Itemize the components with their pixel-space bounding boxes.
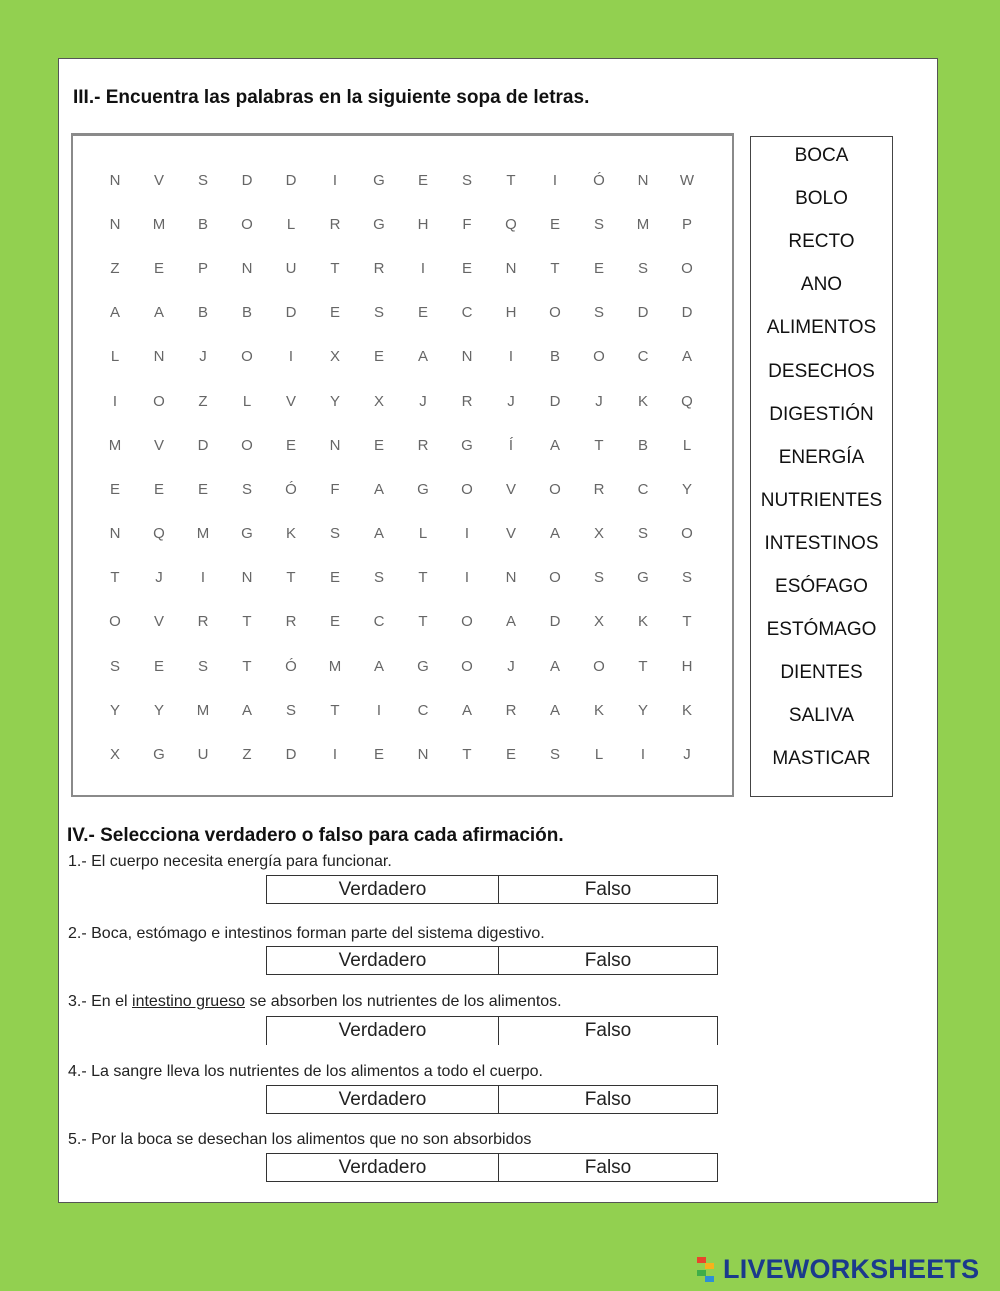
letter-cell[interactable]: G — [153, 746, 165, 764]
letter-cell[interactable]: Ó — [593, 171, 605, 189]
letter-cell[interactable]: N — [505, 259, 517, 277]
letter-cell[interactable]: E — [373, 436, 384, 454]
letter-cell[interactable]: A — [505, 613, 516, 631]
letter-cell[interactable]: C — [637, 348, 649, 366]
letter-cell[interactable]: S — [593, 569, 604, 587]
letter-cell[interactable]: F — [330, 480, 340, 498]
letter-cell[interactable]: O — [461, 480, 473, 498]
letter-cell[interactable]: N — [417, 746, 429, 764]
word-list-item: BOLO — [795, 188, 848, 210]
letter-cell[interactable]: U — [197, 746, 209, 764]
letter-cell[interactable]: I — [552, 171, 558, 189]
letter-cell[interactable]: U — [285, 259, 297, 277]
letter-cell[interactable]: L — [242, 392, 252, 410]
letter-cell[interactable]: B — [197, 304, 208, 322]
question-3-options — [266, 1016, 718, 1045]
letter-cell[interactable]: Z — [242, 746, 252, 764]
letter-cell[interactable]: L — [418, 525, 428, 543]
letter-cell[interactable]: K — [681, 701, 692, 719]
letter-cell[interactable]: G — [417, 480, 429, 498]
letter-cell[interactable]: L — [682, 436, 692, 454]
letter-cell[interactable]: E — [153, 259, 164, 277]
letter-cell[interactable]: J — [419, 392, 427, 410]
letter-cell[interactable]: M — [152, 215, 166, 233]
letter-cell[interactable]: D — [241, 171, 253, 189]
letter-cell[interactable]: D — [549, 613, 561, 631]
letter-cell[interactable]: W — [679, 171, 695, 189]
word-list-item: RECTO — [788, 231, 855, 253]
letter-cell[interactable]: Ó — [285, 480, 297, 498]
letter-cell[interactable]: V — [153, 613, 164, 631]
letter-cell[interactable]: E — [505, 746, 516, 764]
question-1: 1.- El cuerpo necesita energía para funcionar. — [68, 853, 392, 870]
letter-cell[interactable]: I — [332, 746, 338, 764]
question-3-prefix: 3.- En el — [68, 993, 133, 1010]
false-option[interactable]: Falso — [584, 1020, 632, 1041]
word-list-item: SALIVA — [788, 705, 855, 727]
letter-cell[interactable]: A — [373, 480, 384, 498]
letter-cell[interactable]: A — [549, 657, 560, 675]
word-list-item: ENERGÍA — [778, 446, 865, 468]
letter-cell[interactable]: E — [109, 480, 120, 498]
letter-cell[interactable]: E — [285, 436, 296, 454]
letter-cell[interactable]: V — [505, 525, 516, 543]
letter-cell[interactable]: T — [330, 701, 340, 719]
question-3 — [68, 993, 562, 1011]
letter-cell[interactable]: S — [549, 746, 560, 764]
letter-cell[interactable]: J — [507, 392, 515, 410]
letter-cell[interactable]: N — [505, 569, 517, 587]
letter-cell[interactable]: D — [549, 392, 561, 410]
letter-cell[interactable]: T — [242, 613, 252, 631]
section-4-title: IV.- Selecciona verdadero o falso para cada afirmación. — [67, 825, 564, 846]
letter-cell[interactable]: X — [373, 392, 384, 410]
letter-cell[interactable]: S — [109, 657, 120, 675]
letter-cell[interactable]: S — [197, 171, 208, 189]
letter-cell[interactable]: V — [153, 436, 164, 454]
letter-cell[interactable]: O — [153, 392, 165, 410]
brand-stripe — [697, 1257, 706, 1263]
question-4-options — [266, 1085, 718, 1114]
letter-cell[interactable]: X — [593, 525, 604, 543]
letter-cell[interactable]: N — [109, 171, 121, 189]
letter-cell[interactable]: N — [637, 171, 649, 189]
letter-cell[interactable]: N — [109, 215, 121, 233]
letter-cell[interactable]: A — [241, 701, 252, 719]
letter-cell[interactable]: M — [328, 657, 342, 675]
letter-cell[interactable]: L — [286, 215, 296, 233]
letter-cell[interactable]: R — [505, 701, 517, 719]
letter-cell[interactable]: G — [461, 436, 473, 454]
letter-cell[interactable]: R — [329, 215, 341, 233]
false-option[interactable]: Falso — [584, 1156, 632, 1178]
letter-cell[interactable]: Q — [681, 392, 693, 410]
letter-cell[interactable]: B — [197, 215, 208, 233]
letter-cell[interactable]: D — [285, 171, 297, 189]
letter-cell[interactable]: J — [507, 657, 515, 675]
word-list-item: DIENTES — [780, 662, 863, 684]
letter-cell[interactable]: Z — [110, 259, 120, 277]
letter-cell[interactable]: S — [637, 259, 648, 277]
letter-cell[interactable]: R — [417, 436, 429, 454]
letter-cell[interactable]: Y — [329, 392, 340, 410]
letter-cell[interactable]: N — [241, 569, 253, 587]
liveworksheets-icon — [697, 1257, 719, 1283]
letter-cell[interactable]: S — [373, 569, 384, 587]
letter-cell[interactable]: G — [241, 525, 253, 543]
letter-cell[interactable]: S — [461, 171, 472, 189]
letter-cell[interactable]: X — [109, 746, 120, 764]
letter-cell[interactable]: S — [681, 569, 692, 587]
word-list-item: ALIMENTOS — [766, 317, 877, 339]
letter-cell[interactable]: A — [373, 525, 384, 543]
word-list — [750, 136, 893, 797]
word-search-box — [71, 133, 734, 797]
letter-cell[interactable]: K — [637, 392, 648, 410]
letter-cell[interactable]: O — [241, 436, 253, 454]
letter-cell[interactable]: S — [241, 480, 252, 498]
letter-cell[interactable]: A — [109, 304, 120, 322]
letter-cell[interactable]: S — [197, 657, 208, 675]
letter-cell[interactable]: I — [508, 348, 514, 366]
letter-cell[interactable]: Í — [508, 436, 514, 454]
letter-cell[interactable]: O — [109, 613, 121, 631]
letter-cell[interactable]: J — [199, 348, 207, 366]
word-list-item: DESECHOS — [768, 360, 875, 382]
letter-cell[interactable]: E — [329, 304, 340, 322]
question-2-options — [266, 946, 718, 975]
letter-cell[interactable]: I — [464, 525, 470, 543]
letter-cell[interactable]: S — [285, 701, 296, 719]
letter-cell[interactable]: N — [329, 436, 341, 454]
word-list-item: INTESTINOS — [764, 532, 879, 554]
letter-cell[interactable]: O — [549, 304, 561, 322]
letter-cell[interactable]: O — [593, 348, 605, 366]
letter-cell[interactable]: S — [593, 215, 604, 233]
letter-cell[interactable]: J — [683, 746, 691, 764]
letter-cell[interactable]: V — [153, 171, 164, 189]
letter-cell[interactable]: D — [285, 304, 297, 322]
letter-cell[interactable]: R — [461, 392, 473, 410]
letter-cell[interactable]: T — [506, 171, 516, 189]
letter-cell[interactable]: T — [550, 259, 560, 277]
letter-cell[interactable]: K — [593, 701, 604, 719]
question-2: 2.- Boca, estómago e intestinos forman parte del sistema digestivo. — [68, 925, 545, 942]
letter-cell[interactable]: M — [196, 525, 210, 543]
false-option[interactable]: Falso — [584, 1088, 632, 1110]
letter-cell[interactable]: E — [373, 348, 384, 366]
letter-cell[interactable]: G — [373, 215, 385, 233]
brand-stripe — [705, 1263, 714, 1269]
letter-cell[interactable]: T — [418, 569, 428, 587]
true-option[interactable]: Verdadero — [267, 876, 499, 903]
letter-cell[interactable]: M — [108, 436, 122, 454]
letter-cell[interactable]: T — [110, 569, 120, 587]
letter-cell[interactable]: C — [637, 480, 649, 498]
question-1-options — [266, 875, 718, 904]
letter-cell[interactable]: Y — [153, 701, 164, 719]
true-option[interactable]: Verdadero — [267, 1086, 499, 1113]
word-list-item: ANO — [800, 274, 843, 296]
word-list-item: NUTRIENTES — [760, 489, 883, 511]
word-list-item: DIGESTIÓN — [769, 403, 874, 425]
letter-cell[interactable]: E — [417, 304, 428, 322]
letter-cell[interactable]: T — [330, 259, 340, 277]
letter-cell[interactable]: Ó — [285, 657, 297, 675]
letter-cell[interactable]: T — [286, 569, 296, 587]
letter-cell[interactable]: V — [285, 392, 296, 410]
letter-cell[interactable]: Y — [681, 480, 692, 498]
question-3-suffix: se absorben los nutrientes de los alimentos. — [245, 993, 562, 1010]
true-option[interactable]: Verdadero — [267, 1154, 499, 1181]
letter-cell[interactable]: O — [593, 657, 605, 675]
question-3-underlined: intestino grueso — [132, 993, 245, 1010]
letter-cell[interactable]: G — [417, 657, 429, 675]
worksheet-page — [58, 58, 938, 1203]
question-4: 4.- La sangre lleva los nutrientes de los alimentos a todo el cuerpo. — [68, 1063, 543, 1080]
letter-cell[interactable]: J — [155, 569, 163, 587]
letter-cell[interactable]: L — [594, 746, 604, 764]
letter-cell[interactable]: A — [549, 436, 560, 454]
letter-cell[interactable]: D — [681, 304, 693, 322]
letter-cell[interactable]: C — [461, 304, 473, 322]
letter-cell[interactable]: T — [462, 746, 472, 764]
letter-cell[interactable]: T — [242, 657, 252, 675]
letter-cell[interactable]: S — [373, 304, 384, 322]
letter-cell[interactable]: O — [681, 259, 693, 277]
letter-cell[interactable]: L — [110, 348, 120, 366]
letter-cell[interactable]: T — [594, 436, 604, 454]
letter-cell[interactable]: E — [153, 480, 164, 498]
letter-cell[interactable]: R — [285, 613, 297, 631]
letter-cell[interactable]: E — [329, 569, 340, 587]
letter-cell[interactable]: N — [461, 348, 473, 366]
letter-cell[interactable]: Q — [153, 525, 165, 543]
letter-cell[interactable]: S — [329, 525, 340, 543]
letter-cell[interactable]: E — [197, 480, 208, 498]
letter-cell[interactable]: M — [196, 701, 210, 719]
letter-cell[interactable]: G — [637, 569, 649, 587]
letter-cell[interactable]: E — [329, 613, 340, 631]
letter-cell[interactable]: E — [593, 259, 604, 277]
letter-cell[interactable]: F — [462, 215, 472, 233]
letter-cell[interactable]: N — [241, 259, 253, 277]
letter-cell[interactable]: Z — [198, 392, 208, 410]
letter-cell[interactable]: I — [376, 701, 382, 719]
brand-name: LIVEWORKSHEETS — [723, 1254, 980, 1284]
letter-cell[interactable]: A — [681, 348, 692, 366]
letter-cell[interactable]: E — [373, 746, 384, 764]
letter-cell[interactable]: O — [461, 613, 473, 631]
letter-cell[interactable]: A — [549, 701, 560, 719]
letter-cell[interactable]: Y — [637, 701, 648, 719]
word-list-item: ESÓFAGO — [775, 576, 868, 597]
word-list-item: ESTÓMAGO — [766, 619, 877, 641]
letter-cell[interactable]: D — [197, 436, 209, 454]
true-option[interactable]: Verdadero — [267, 1017, 499, 1045]
word-search-grid — [93, 158, 709, 777]
false-option[interactable]: Falso — [584, 949, 632, 971]
letter-cell[interactable]: A — [549, 525, 560, 543]
letter-cell[interactable]: R — [197, 613, 209, 631]
letter-cell[interactable]: K — [285, 525, 296, 543]
letter-cell[interactable]: R — [593, 480, 605, 498]
letter-cell[interactable]: O — [549, 569, 561, 587]
letter-cell[interactable]: E — [461, 259, 472, 277]
letter-cell[interactable]: S — [593, 304, 604, 322]
letter-cell[interactable]: H — [681, 657, 693, 675]
letter-cell[interactable]: X — [593, 613, 604, 631]
letter-cell[interactable]: P — [681, 215, 692, 233]
letter-cell[interactable]: X — [329, 348, 340, 366]
letter-cell[interactable]: V — [505, 480, 516, 498]
letter-cell[interactable]: B — [549, 348, 560, 366]
letter-cell[interactable]: Y — [109, 701, 120, 719]
letter-cell[interactable]: O — [241, 215, 253, 233]
question-5: 5.- Por la boca se desechan los alimentos que no son absorbidos — [68, 1131, 532, 1148]
letter-cell[interactable]: G — [373, 171, 385, 189]
letter-cell[interactable]: O — [549, 480, 561, 498]
letter-cell[interactable]: I — [200, 569, 206, 587]
question-5-options — [266, 1153, 718, 1182]
letter-cell[interactable]: O — [461, 657, 473, 675]
letter-cell[interactable]: N — [109, 525, 121, 543]
word-list-item: BOCA — [794, 145, 849, 166]
letter-cell[interactable]: I — [112, 392, 118, 410]
letter-cell[interactable]: E — [153, 657, 164, 675]
letter-cell[interactable]: P — [197, 259, 208, 277]
letter-cell[interactable]: I — [420, 259, 426, 277]
brand-stripe — [697, 1270, 706, 1276]
letter-cell[interactable]: D — [285, 746, 297, 764]
letter-cell[interactable]: I — [464, 569, 470, 587]
true-option[interactable]: Verdadero — [267, 947, 499, 974]
letter-cell[interactable]: O — [241, 348, 253, 366]
letter-cell[interactable]: I — [640, 746, 646, 764]
letter-cell[interactable]: O — [681, 525, 693, 543]
letter-cell[interactable]: N — [153, 348, 165, 366]
letter-cell[interactable]: Q — [505, 215, 517, 233]
letter-cell[interactable]: H — [417, 215, 429, 233]
letter-cell[interactable]: A — [373, 657, 384, 675]
letter-cell[interactable]: I — [288, 348, 294, 366]
letter-cell[interactable]: H — [505, 304, 517, 322]
letter-cell[interactable]: I — [332, 171, 338, 189]
letter-cell[interactable]: T — [638, 657, 648, 675]
brand-stripe — [705, 1276, 714, 1282]
letter-cell[interactable]: C — [373, 613, 385, 631]
letter-cell[interactable]: E — [417, 171, 428, 189]
section-3-title: III.- Encuentra las palabras en la siguiente sopa de letras. — [73, 87, 590, 108]
liveworksheets-logo — [697, 1254, 979, 1285]
letter-cell[interactable]: T — [682, 613, 692, 631]
letter-cell[interactable]: A — [153, 304, 164, 322]
letter-cell[interactable]: A — [461, 701, 472, 719]
word-list-item: MASTICAR — [772, 748, 871, 770]
letter-cell[interactable]: A — [417, 348, 428, 366]
letter-cell[interactable]: R — [373, 259, 385, 277]
letter-cell[interactable]: B — [637, 436, 648, 454]
letter-cell[interactable]: M — [636, 215, 650, 233]
letter-cell[interactable]: S — [637, 525, 648, 543]
letter-cell[interactable]: T — [418, 613, 428, 631]
letter-cell[interactable]: D — [637, 304, 649, 322]
false-option[interactable]: Falso — [584, 878, 632, 900]
letter-cell[interactable]: C — [417, 701, 429, 719]
letter-cell[interactable]: B — [241, 304, 252, 322]
letter-cell[interactable]: J — [595, 392, 603, 410]
letter-cell[interactable]: K — [637, 613, 648, 631]
letter-cell[interactable]: E — [549, 215, 560, 233]
